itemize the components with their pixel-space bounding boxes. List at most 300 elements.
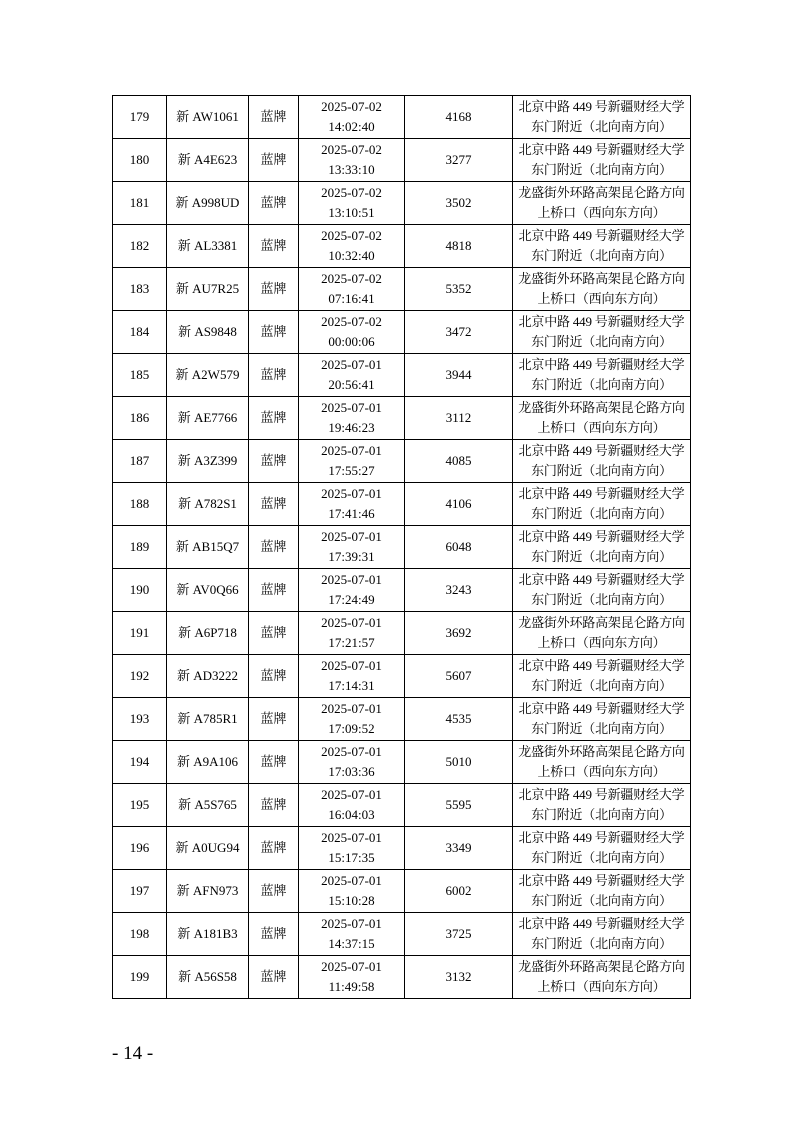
row-number-cell: [113, 397, 167, 440]
value-cell: [405, 655, 513, 698]
datetime-cell-text: 17:21:57: [328, 635, 375, 650]
datetime-cell: [299, 311, 405, 354]
datetime-cell-text: 2025-07-01: [321, 830, 382, 845]
location-cell-text: 北京中路 449 号新疆财经大学: [518, 228, 685, 243]
row-number-cell-text: 179: [129, 109, 150, 124]
plate-color-cell: [249, 827, 299, 870]
plate-number-cell-text: 新 A0UG94: [175, 840, 240, 855]
location-cell-text: 北京中路 449 号新疆财经大学: [518, 916, 685, 931]
datetime-cell: [299, 827, 405, 870]
plate-color-cell-text: 蓝牌: [260, 668, 287, 683]
table-row: [113, 268, 691, 311]
location-cell-text: 北京中路 449 号新疆财经大学: [518, 99, 685, 114]
datetime-cell-text: 17:09:52: [328, 721, 375, 736]
row-number-cell-text: 196: [129, 840, 150, 855]
location-cell-text: 东门附近（北向南方向）: [531, 377, 672, 392]
value-cell: [405, 698, 513, 741]
table-row: [113, 827, 691, 870]
location-cell-text: 东门附近（北向南方向）: [531, 850, 672, 865]
datetime-cell-text: 13:33:10: [328, 162, 375, 177]
location-cell-text: 北京中路 449 号新疆财经大学: [518, 830, 685, 845]
value-cell-text: 3243: [445, 582, 472, 597]
table-row: [113, 440, 691, 483]
plate-color-cell: [249, 311, 299, 354]
plate-color-cell-text: 蓝牌: [260, 367, 287, 382]
plate-color-cell: [249, 268, 299, 311]
datetime-cell-text: 2025-07-01: [321, 744, 382, 759]
datetime-cell: [299, 354, 405, 397]
page-number: - 14 -: [112, 1043, 154, 1064]
location-cell-text: 北京中路 449 号新疆财经大学: [518, 314, 685, 329]
location-cell: [513, 182, 691, 225]
location-cell-text: 东门附近（北向南方向）: [531, 334, 672, 349]
datetime-cell: [299, 698, 405, 741]
plate-number-cell-text: 新 A5S765: [178, 797, 237, 812]
value-cell-text: 3349: [445, 840, 472, 855]
plate-number-cell-text: 新 AW1061: [176, 109, 239, 124]
location-cell-text: 北京中路 449 号新疆财经大学: [518, 142, 685, 157]
location-cell-text: 上桥口（西向东方向）: [537, 291, 666, 306]
location-cell: [513, 440, 691, 483]
plate-color-cell: [249, 397, 299, 440]
table-row: [113, 526, 691, 569]
datetime-cell: [299, 225, 405, 268]
datetime-cell-text: 2025-07-02: [321, 185, 382, 200]
plate-number-cell-text: 新 A56S58: [178, 969, 237, 984]
plate-color-cell-text: 蓝牌: [260, 797, 287, 812]
location-cell-text: 上桥口（西向东方向）: [537, 979, 666, 994]
row-number-cell: [113, 311, 167, 354]
datetime-cell-text: 2025-07-02: [321, 271, 382, 286]
row-number-cell-text: 191: [129, 625, 150, 640]
value-cell-text: 5607: [445, 668, 472, 683]
value-cell-text: 3692: [445, 625, 472, 640]
row-number-cell: [113, 913, 167, 956]
datetime-cell-text: 2025-07-02: [321, 228, 382, 243]
plate-color-cell: [249, 612, 299, 655]
row-number-cell: [113, 225, 167, 268]
datetime-cell-text: 00:00:06: [328, 334, 375, 349]
row-number-cell-text: 186: [129, 410, 150, 425]
plate-number-cell: [167, 956, 249, 999]
datetime-cell-text: 15:10:28: [328, 893, 375, 908]
row-number-cell-text: 192: [129, 668, 150, 683]
datetime-cell-text: 2025-07-01: [321, 787, 382, 802]
plate-number-cell: [167, 870, 249, 913]
plate-color-cell: [249, 913, 299, 956]
location-cell: [513, 956, 691, 999]
row-number-cell-text: 183: [129, 281, 150, 296]
value-cell-text: 6002: [445, 883, 472, 898]
location-cell-text: 东门附近（北向南方向）: [531, 678, 672, 693]
datetime-cell: [299, 483, 405, 526]
value-cell: [405, 182, 513, 225]
plate-number-cell: [167, 913, 249, 956]
value-cell: [405, 354, 513, 397]
row-number-cell: [113, 354, 167, 397]
datetime-cell-text: 11:49:58: [328, 979, 375, 994]
plate-number-cell: [167, 827, 249, 870]
plate-color-cell-text: 蓝牌: [260, 582, 287, 597]
datetime-cell: [299, 182, 405, 225]
datetime-cell: [299, 440, 405, 483]
datetime-cell-text: 16:04:03: [328, 807, 375, 822]
plate-number-cell: [167, 784, 249, 827]
plate-number-cell: [167, 225, 249, 268]
plate-number-cell-text: 新 AFN973: [176, 883, 239, 898]
datetime-cell-text: 2025-07-01: [321, 400, 382, 415]
value-cell-text: 3277: [445, 152, 472, 167]
table-row: [113, 354, 691, 397]
plate-number-cell-text: 新 A9A106: [176, 754, 239, 769]
location-cell-text: 东门附近（北向南方向）: [531, 592, 672, 607]
location-cell: [513, 827, 691, 870]
location-cell: [513, 139, 691, 182]
datetime-cell: [299, 397, 405, 440]
plate-color-cell-text: 蓝牌: [260, 324, 287, 339]
datetime-cell-text: 2025-07-01: [321, 572, 382, 587]
plate-number-cell-text: 新 AU7R25: [175, 281, 240, 296]
datetime-cell-text: 2025-07-02: [321, 142, 382, 157]
plate-number-cell-text: 新 A998UD: [175, 195, 240, 210]
location-cell: [513, 655, 691, 698]
value-cell-text: 3132: [445, 969, 472, 984]
value-cell: [405, 397, 513, 440]
table-row: [113, 569, 691, 612]
plate-color-cell-text: 蓝牌: [260, 625, 287, 640]
plate-number-cell: [167, 440, 249, 483]
plate-number-cell: [167, 311, 249, 354]
datetime-cell-text: 17:41:46: [328, 506, 375, 521]
datetime-cell-text: 17:55:27: [328, 463, 375, 478]
datetime-cell-text: 17:14:31: [328, 678, 375, 693]
row-number-cell: [113, 182, 167, 225]
datetime-cell-text: 2025-07-01: [321, 701, 382, 716]
datetime-cell-text: 10:32:40: [328, 248, 375, 263]
location-cell-text: 龙盛街外环路高架昆仑路方向: [518, 615, 685, 630]
value-cell: [405, 483, 513, 526]
datetime-cell-text: 2025-07-01: [321, 873, 382, 888]
plate-number-cell-text: 新 A6P718: [178, 625, 237, 640]
value-cell-text: 3502: [445, 195, 472, 210]
location-cell: [513, 311, 691, 354]
datetime-cell: [299, 526, 405, 569]
row-number-cell: [113, 698, 167, 741]
row-number-cell-text: 182: [129, 238, 150, 253]
datetime-cell-text: 2025-07-02: [321, 314, 382, 329]
plate-number-cell: [167, 526, 249, 569]
location-cell: [513, 698, 691, 741]
plate-color-cell-text: 蓝牌: [260, 754, 287, 769]
table-row: [113, 655, 691, 698]
table-row: [113, 182, 691, 225]
row-number-cell: [113, 870, 167, 913]
plate-color-cell-text: 蓝牌: [260, 883, 287, 898]
datetime-cell-text: 2025-07-01: [321, 916, 382, 931]
plate-number-cell-text: 新 A2W579: [175, 367, 240, 382]
value-cell: [405, 526, 513, 569]
row-number-cell-text: 193: [129, 711, 150, 726]
value-cell-text: 4168: [445, 109, 472, 124]
plate-number-cell-text: 新 AD3222: [176, 668, 239, 683]
plate-color-cell-text: 蓝牌: [260, 840, 287, 855]
row-number-cell: [113, 741, 167, 784]
plate-number-cell-text: 新 AB15Q7: [175, 539, 240, 554]
datetime-cell-text: 19:46:23: [328, 420, 375, 435]
row-number-cell: [113, 483, 167, 526]
location-cell: [513, 483, 691, 526]
plate-color-cell-text: 蓝牌: [260, 410, 287, 425]
location-cell-text: 东门附近（北向南方向）: [531, 162, 672, 177]
datetime-cell: [299, 956, 405, 999]
plate-number-cell: [167, 698, 249, 741]
datetime-cell-text: 13:10:51: [328, 205, 375, 220]
plate-number-cell-text: 新 A785R1: [177, 711, 238, 726]
plate-color-cell: [249, 526, 299, 569]
value-cell-text: 4085: [445, 453, 472, 468]
location-cell: [513, 397, 691, 440]
location-cell: [513, 526, 691, 569]
table-row: [113, 913, 691, 956]
plate-number-cell: [167, 612, 249, 655]
location-cell: [513, 225, 691, 268]
row-number-cell: [113, 956, 167, 999]
datetime-cell-text: 17:39:31: [328, 549, 375, 564]
plate-color-cell-text: 蓝牌: [260, 109, 287, 124]
location-cell-text: 龙盛街外环路高架昆仑路方向: [518, 959, 685, 974]
row-number-cell: [113, 655, 167, 698]
location-cell-text: 东门附近（北向南方向）: [531, 119, 672, 134]
datetime-cell-text: 14:02:40: [328, 119, 375, 134]
plate-color-cell-text: 蓝牌: [260, 539, 287, 554]
datetime-cell-text: 2025-07-01: [321, 357, 382, 372]
plate-color-cell: [249, 182, 299, 225]
datetime-cell-text: 15:17:35: [328, 850, 375, 865]
table-row: [113, 483, 691, 526]
plate-number-cell: [167, 96, 249, 139]
value-cell: [405, 784, 513, 827]
location-cell-text: 北京中路 449 号新疆财经大学: [518, 529, 685, 544]
plate-color-cell-text: 蓝牌: [260, 496, 287, 511]
location-cell-text: 北京中路 449 号新疆财经大学: [518, 486, 685, 501]
location-cell-text: 北京中路 449 号新疆财经大学: [518, 357, 685, 372]
location-cell: [513, 569, 691, 612]
plate-color-cell: [249, 440, 299, 483]
plate-number-cell: [167, 268, 249, 311]
datetime-cell-text: 20:56:41: [328, 377, 375, 392]
location-cell-text: 东门附近（北向南方向）: [531, 721, 672, 736]
location-cell: [513, 268, 691, 311]
value-cell-text: 4106: [445, 496, 472, 511]
datetime-cell-text: 2025-07-01: [321, 486, 382, 501]
plate-number-cell-text: 新 A4E623: [177, 152, 238, 167]
row-number-cell-text: 187: [129, 453, 150, 468]
datetime-cell: [299, 569, 405, 612]
location-cell-text: 上桥口（西向东方向）: [537, 764, 666, 779]
location-cell-text: 上桥口（西向东方向）: [537, 420, 666, 435]
plate-color-cell-text: 蓝牌: [260, 711, 287, 726]
row-number-cell-text: 197: [129, 883, 150, 898]
plate-color-cell: [249, 139, 299, 182]
value-cell-text: 3472: [445, 324, 472, 339]
datetime-cell: [299, 655, 405, 698]
plate-number-cell-text: 新 AE7766: [177, 410, 238, 425]
plate-number-cell-text: 新 A782S1: [178, 496, 237, 511]
value-cell: [405, 311, 513, 354]
table-row: [113, 96, 691, 139]
row-number-cell-text: 185: [129, 367, 150, 382]
plate-color-cell: [249, 483, 299, 526]
datetime-cell-text: 2025-07-01: [321, 658, 382, 673]
location-cell: [513, 870, 691, 913]
table-row: [113, 784, 691, 827]
table-row: [113, 870, 691, 913]
datetime-cell: [299, 784, 405, 827]
datetime-cell: [299, 268, 405, 311]
location-cell: [513, 612, 691, 655]
table-row: [113, 311, 691, 354]
plate-color-cell: [249, 655, 299, 698]
location-cell-text: 东门附近（北向南方向）: [531, 248, 672, 263]
value-cell-text: 3944: [445, 367, 472, 382]
value-cell: [405, 96, 513, 139]
value-cell: [405, 870, 513, 913]
value-cell: [405, 268, 513, 311]
value-cell: [405, 440, 513, 483]
plate-color-cell-text: 蓝牌: [260, 926, 287, 941]
row-number-cell: [113, 139, 167, 182]
location-cell-text: 东门附近（北向南方向）: [531, 807, 672, 822]
row-number-cell: [113, 268, 167, 311]
plate-color-cell: [249, 741, 299, 784]
plate-number-cell: [167, 483, 249, 526]
row-number-cell-text: 180: [129, 152, 150, 167]
location-cell-text: 北京中路 449 号新疆财经大学: [518, 443, 685, 458]
value-cell-text: 6048: [445, 539, 472, 554]
table-row: [113, 612, 691, 655]
location-cell-text: 北京中路 449 号新疆财经大学: [518, 701, 685, 716]
plate-color-cell-text: 蓝牌: [260, 152, 287, 167]
value-cell: [405, 741, 513, 784]
row-number-cell-text: 184: [129, 324, 150, 339]
plate-number-cell: [167, 182, 249, 225]
row-number-cell-text: 198: [129, 926, 150, 941]
datetime-cell-text: 2025-07-01: [321, 529, 382, 544]
location-cell-text: 东门附近（北向南方向）: [531, 936, 672, 951]
table-row: [113, 956, 691, 999]
table-row: [113, 139, 691, 182]
plate-color-cell: [249, 870, 299, 913]
row-number-cell: [113, 784, 167, 827]
row-number-cell-text: 199: [129, 969, 150, 984]
row-number-cell-text: 194: [129, 754, 150, 769]
row-number-cell-text: 181: [129, 195, 150, 210]
plate-number-cell: [167, 655, 249, 698]
plate-color-cell-text: 蓝牌: [260, 453, 287, 468]
location-cell-text: 上桥口（西向东方向）: [537, 205, 666, 220]
value-cell: [405, 827, 513, 870]
row-number-cell: [113, 612, 167, 655]
value-cell: [405, 612, 513, 655]
row-number-cell-text: 190: [129, 582, 150, 597]
datetime-cell-text: 17:03:36: [328, 764, 375, 779]
violation-records-table: [112, 95, 691, 999]
location-cell: [513, 354, 691, 397]
value-cell-text: 3112: [445, 410, 472, 425]
location-cell-text: 上桥口（西向东方向）: [537, 635, 666, 650]
datetime-cell-text: 07:16:41: [328, 291, 375, 306]
location-cell-text: 东门附近（北向南方向）: [531, 506, 672, 521]
location-cell-text: 龙盛街外环路高架昆仑路方向: [518, 744, 685, 759]
value-cell-text: 4535: [445, 711, 472, 726]
datetime-cell: [299, 139, 405, 182]
location-cell: [513, 784, 691, 827]
plate-color-cell: [249, 956, 299, 999]
location-cell: [513, 741, 691, 784]
table-row: [113, 397, 691, 440]
datetime-cell-text: 2025-07-02: [321, 99, 382, 114]
value-cell-text: 4818: [445, 238, 472, 253]
table-body: [113, 96, 691, 999]
location-cell: [513, 913, 691, 956]
datetime-cell: [299, 96, 405, 139]
row-number-cell-text: 188: [129, 496, 150, 511]
plate-color-cell: [249, 698, 299, 741]
row-number-cell: [113, 440, 167, 483]
plate-color-cell: [249, 784, 299, 827]
row-number-cell: [113, 827, 167, 870]
value-cell-text: 5595: [445, 797, 472, 812]
row-number-cell: [113, 96, 167, 139]
location-cell-text: 北京中路 449 号新疆财经大学: [518, 787, 685, 802]
table-row: [113, 741, 691, 784]
row-number-cell: [113, 526, 167, 569]
value-cell: [405, 139, 513, 182]
value-cell: [405, 956, 513, 999]
datetime-cell-text: 14:37:15: [328, 936, 375, 951]
plate-number-cell-text: 新 AV0Q66: [176, 582, 239, 597]
datetime-cell-text: 2025-07-01: [321, 615, 382, 630]
location-cell: [513, 96, 691, 139]
datetime-cell-text: 17:24:49: [328, 592, 375, 607]
plate-color-cell: [249, 569, 299, 612]
plate-number-cell: [167, 741, 249, 784]
value-cell: [405, 913, 513, 956]
location-cell-text: 北京中路 449 号新疆财经大学: [518, 572, 685, 587]
plate-color-cell-text: 蓝牌: [260, 969, 287, 984]
plate-color-cell: [249, 225, 299, 268]
location-cell-text: 龙盛街外环路高架昆仑路方向: [518, 400, 685, 415]
datetime-cell: [299, 870, 405, 913]
plate-number-cell: [167, 569, 249, 612]
row-number-cell-text: 189: [129, 539, 150, 554]
plate-color-cell-text: 蓝牌: [260, 195, 287, 210]
location-cell-text: 东门附近（北向南方向）: [531, 463, 672, 478]
row-number-cell-text: 195: [129, 797, 150, 812]
datetime-cell: [299, 913, 405, 956]
location-cell-text: 龙盛街外环路高架昆仑路方向: [518, 271, 685, 286]
table-row: [113, 698, 691, 741]
datetime-cell-text: 2025-07-01: [321, 443, 382, 458]
datetime-cell-text: 2025-07-01: [321, 959, 382, 974]
plate-number-cell-text: 新 AL3381: [177, 238, 238, 253]
plate-number-cell-text: 新 A3Z399: [177, 453, 238, 468]
location-cell-text: 龙盛街外环路高架昆仑路方向: [518, 185, 685, 200]
datetime-cell: [299, 741, 405, 784]
datetime-cell: [299, 612, 405, 655]
plate-number-cell-text: 新 AS9848: [178, 324, 237, 339]
location-cell-text: 北京中路 449 号新疆财经大学: [518, 658, 685, 673]
